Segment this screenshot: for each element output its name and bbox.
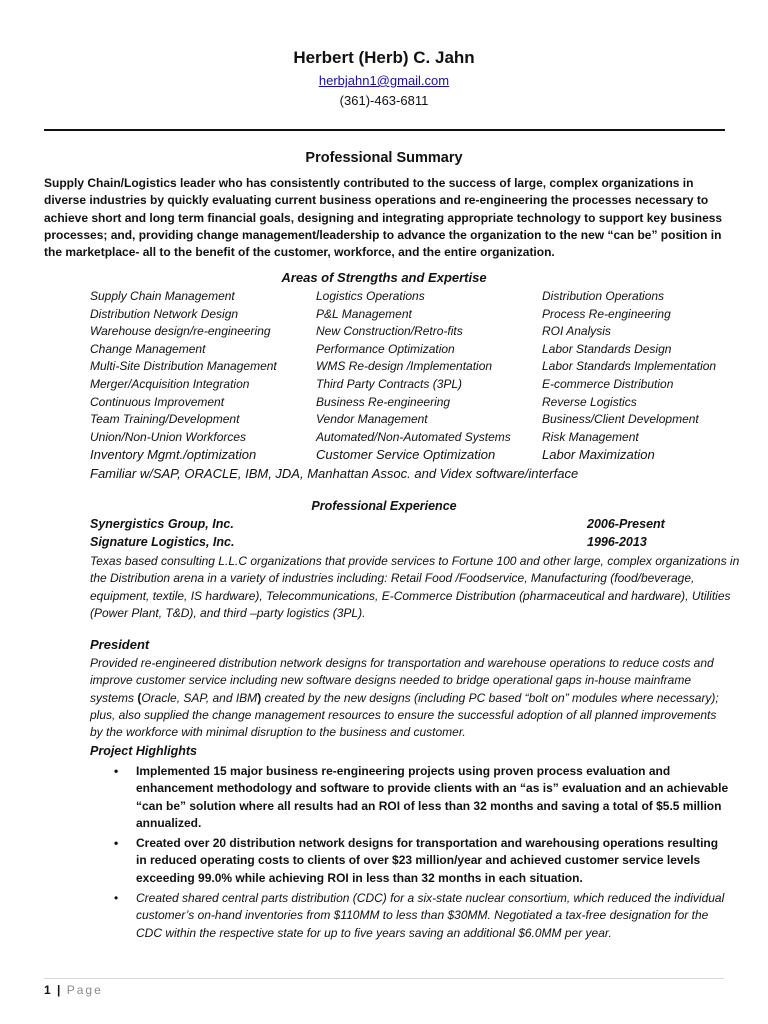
bullet-icon: •: [114, 764, 119, 778]
list-item: [90, 835, 730, 887]
highlight-text: Created shared central parts distribution (CDC) for a six-state nuclear consortium, which reduced the individual customer’s on-hand inventories from $110MM to less than $30MM. Negotiated a tax-free designation for the CDC within the respective state for up to five years saving an additional $6.0MM per year.: [136, 891, 725, 940]
summary-heading: Professional Summary: [305, 150, 463, 166]
footer-separator: |: [57, 983, 61, 997]
skills-row: [90, 359, 730, 377]
skill-item: New Construction/Retro-fits: [316, 324, 463, 339]
paren-open: (: [137, 690, 142, 705]
skill-item: WMS Re-design /Implementation: [316, 359, 493, 374]
employer-name: Synergistics Group, Inc.: [90, 517, 234, 531]
skill-item: Labor Standards Design: [542, 341, 672, 356]
skill-item: Labor Standards Implementation: [542, 359, 717, 374]
bullet-icon: •: [114, 891, 119, 906]
skills-row: [90, 412, 730, 430]
skill-item: Multi-Site Distribution Management: [90, 359, 277, 374]
page-footer: [44, 983, 103, 997]
skill-item: Labor Maximization: [542, 447, 655, 463]
skills-row: [90, 289, 730, 307]
skill-item: Automated/Non-Automated Systems: [316, 429, 511, 444]
employer-name: Signature Logistics, Inc.: [90, 535, 235, 549]
skill-item: Third Party Contracts (3PL): [316, 376, 463, 391]
employer-description: Texas based consulting L.L.C organizations that provide services to Fortune 100 and other large, complex organizations in the Distribution arena in a variety of industries including: Retail Food /Foodservice, Manufacturing (food/beverage, equipment, textile, IS hardware), Telecommunications, E-Commerce Distribution (pharmaceutical and hardware), Utilities (Power Plant, T&D), and third –party logistics (3PL).: [90, 554, 740, 620]
skill-item: Business Re-engineering: [316, 394, 451, 409]
employment-dates: 1996-2013: [587, 535, 647, 549]
page-number: 1: [44, 983, 51, 997]
list-item: [90, 763, 730, 832]
skill-item: Inventory Mgmt./optimization: [90, 447, 257, 463]
skills-row: [90, 395, 730, 413]
skill-item: Team Training/Development: [90, 412, 240, 427]
email-link[interactable]: herbjahn1@gmail.com: [318, 73, 450, 88]
skill-item: P&L Management: [316, 306, 412, 321]
role-description-part: Provided re-engineered distribution network designs for transportation and warehouse operations to reduce costs and improve customer service including new software designs needed to bridge operational gaps in-house mainframe systems: [90, 656, 714, 705]
skill-item: Merger/Acquisition Integration: [90, 376, 250, 391]
skill-item: Distribution Operations: [542, 289, 665, 303]
bullet-icon: •: [114, 836, 119, 851]
skill-item: ROI Analysis: [542, 324, 611, 339]
role-systems: Oracle, SAP, and IBM: [141, 690, 258, 705]
skill-item: E-commerce Distribution: [542, 376, 674, 391]
skill-item: Change Management: [90, 341, 206, 356]
skill-item: Performance Optimization: [316, 341, 455, 356]
phone-number: (361)-463-6811: [339, 93, 429, 108]
skill-item: Risk Management: [542, 429, 639, 444]
skill-item: Reverse Logistics: [542, 394, 637, 409]
skill-item: Warehouse design/re-engineering: [90, 324, 271, 339]
page-label: Page: [66, 983, 103, 997]
candidate-name: Herbert (Herb) C. Jahn: [293, 48, 475, 67]
software-familiarity: Familiar w/SAP, ORACLE, IBM, JDA, Manhattan Assoc. and Videx software/interface: [90, 466, 579, 481]
list-item: [90, 890, 730, 942]
skills-row: [90, 307, 730, 325]
skill-item: Union/Non-Union Workforces: [90, 429, 247, 444]
areas-heading: Areas of Strengths and Expertise: [281, 270, 487, 285]
highlights-list: [90, 763, 730, 945]
header-divider: [44, 129, 725, 131]
summary-text: Supply Chain/Logistics leader who has consistently contributed to the success of large, complex organizations in diverse industries by quickly evaluating current business operations and re-engineering the processes necessary to achieve short and long term financial goals, designing and integrating appropriate technology to support key business processes; and, providing change management/leadership to advance the organization to the new “can be” position in the marketplace- all to the benefit of the customer, workforce, and the entire organization.: [44, 176, 723, 260]
skills-row: [90, 430, 730, 448]
role-title: President: [90, 637, 150, 652]
skill-item: Business/Client Development: [542, 412, 699, 427]
footer-divider: [44, 978, 724, 979]
skills-grid: [90, 289, 730, 465]
skill-item: Logistics Operations: [316, 289, 425, 303]
paren-close: ): [257, 690, 262, 705]
skill-item: Distribution Network Design: [90, 306, 239, 321]
skill-item: Supply Chain Management: [90, 289, 235, 303]
skill-item: Vendor Management: [316, 412, 428, 427]
employment-dates: 2006-Present: [587, 517, 665, 531]
experience-heading: Professional Experience: [311, 499, 457, 513]
role-description: [90, 655, 730, 741]
skill-item: Continuous Improvement: [90, 394, 225, 409]
role-description-part: created by the new designs (including PC based “bolt on” modules where necessary); plus, also supplied the change management resources to ensure the successful adoption of all planned improvements by the workforce with minimal disruption to the business and customer.: [90, 690, 719, 740]
skills-row: [90, 342, 730, 360]
skill-item: Process Re-engineering: [542, 306, 671, 321]
skills-row: [90, 447, 730, 465]
highlight-text: Implemented 15 major business re-engineering projects using proven process evaluation and enhancement methodology and software to provide clients with an “as is” evaluation and an achievable “can be” solution where all results had an ROI of less than 32 months and saving a total of $5.5 million annualized.: [136, 764, 729, 830]
skills-row: [90, 324, 730, 342]
skill-item: Customer Service Optimization: [316, 447, 496, 463]
highlight-text: Created over 20 distribution network designs for transportation and warehousing operations resulting in reduced operating costs to clients of over $23 million/year and achieved customer service levels exceeding 99.0% while achieving ROI in less than 32 months in each situation.: [136, 836, 719, 885]
skills-row: [90, 377, 730, 395]
highlights-heading: Project Highlights: [90, 744, 197, 758]
